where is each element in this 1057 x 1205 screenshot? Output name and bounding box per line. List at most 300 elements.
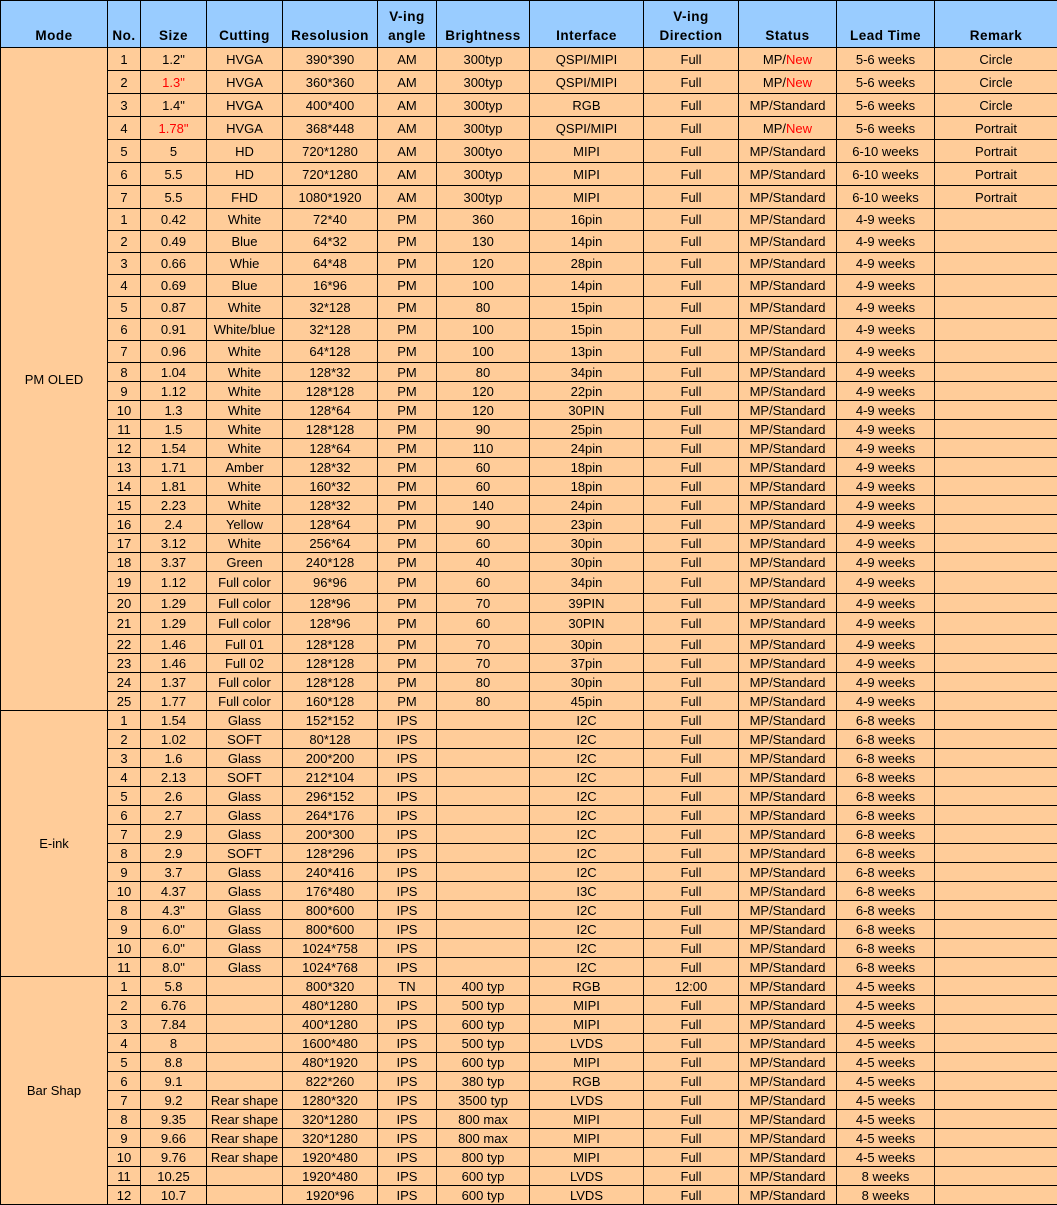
cutting-cell: Rear shape <box>207 1110 283 1129</box>
size-cell: 0.42 <box>141 209 207 231</box>
brightness-cell <box>437 882 530 901</box>
interface-cell: 30PIN <box>530 613 644 635</box>
lead-time-cell: 4-5 weeks <box>837 1129 935 1148</box>
no-cell: 4 <box>108 1034 141 1053</box>
cutting-cell <box>207 1072 283 1091</box>
interface-cell: 30pin <box>530 635 644 654</box>
viewing-direction-cell: Full <box>644 163 739 186</box>
cutting-cell: Glass <box>207 787 283 806</box>
table-row <box>1 920 1057 939</box>
viewing-direction-cell: Full <box>644 297 739 319</box>
interface-cell: 28pin <box>530 253 644 275</box>
status-cell: MP/Standard <box>739 613 837 635</box>
cutting-cell: White <box>207 496 283 515</box>
interface-cell: QSPI/MIPI <box>530 48 644 71</box>
size-cell: 4.3" <box>141 901 207 920</box>
cutting-cell: Blue <box>207 275 283 297</box>
cutting-cell: Rear shape <box>207 1091 283 1110</box>
table-row <box>1 673 1057 692</box>
table-row <box>1 1053 1057 1072</box>
resolution-cell: 1080*1920 <box>283 186 378 209</box>
no-cell: 8 <box>108 844 141 863</box>
viewing-direction-cell: Full <box>644 996 739 1015</box>
red-text: New <box>786 75 812 90</box>
resolution-cell: 128*128 <box>283 420 378 439</box>
resolution-cell: 720*1280 <box>283 163 378 186</box>
size-cell: 8.0" <box>141 958 207 977</box>
brightness-cell: 80 <box>437 363 530 382</box>
size-cell: 1.46 <box>141 654 207 673</box>
lead-time-cell: 4-9 weeks <box>837 613 935 635</box>
viewing-angle-cell: PM <box>378 594 437 613</box>
size-cell: 9.1 <box>141 1072 207 1091</box>
brightness-cell: 300typ <box>437 48 530 71</box>
viewing-angle-cell: TN <box>378 977 437 996</box>
no-cell: 16 <box>108 515 141 534</box>
cutting-cell: SOFT <box>207 730 283 749</box>
interface-cell: 24pin <box>530 496 644 515</box>
interface-cell: MIPI <box>530 996 644 1015</box>
lead-time-cell: 4-9 weeks <box>837 534 935 553</box>
cutting-cell: Full color <box>207 692 283 711</box>
viewing-angle-cell: IPS <box>378 1072 437 1091</box>
viewing-angle-cell: IPS <box>378 863 437 882</box>
table-row <box>1 319 1057 341</box>
brightness-cell <box>437 920 530 939</box>
mode-cell: Bar Shap <box>1 977 108 1205</box>
viewing-angle-cell: PM <box>378 477 437 496</box>
table-row <box>1 787 1057 806</box>
lead-time-cell: 6-10 weeks <box>837 163 935 186</box>
size-cell: 2.4 <box>141 515 207 534</box>
interface-cell: 14pin <box>530 231 644 253</box>
remark-cell <box>935 231 1057 253</box>
status-cell: MP/Standard <box>739 163 837 186</box>
size-cell: 1.81 <box>141 477 207 496</box>
cutting-cell: Full color <box>207 613 283 635</box>
red-text: New <box>786 52 812 67</box>
viewing-angle-cell: PM <box>378 253 437 275</box>
cutting-cell: White/blue <box>207 319 283 341</box>
table-row <box>1 71 1057 94</box>
table-row <box>1 439 1057 458</box>
status-cell: MP/Standard <box>739 553 837 572</box>
remark-cell <box>935 844 1057 863</box>
size-cell: 0.69 <box>141 275 207 297</box>
cutting-cell: White <box>207 209 283 231</box>
lead-time-cell: 4-9 weeks <box>837 382 935 401</box>
header-viewing-direction: V-ing Direction <box>644 1 739 48</box>
viewing-direction-cell: Full <box>644 117 739 140</box>
interface-cell: 15pin <box>530 319 644 341</box>
status-cell: MP/Standard <box>739 1053 837 1072</box>
table-row <box>1 1034 1057 1053</box>
viewing-direction-cell: Full <box>644 749 739 768</box>
no-cell: 17 <box>108 534 141 553</box>
lead-time-cell: 6-8 weeks <box>837 806 935 825</box>
remark-cell <box>935 382 1057 401</box>
interface-cell: RGB <box>530 977 644 996</box>
brightness-cell: 100 <box>437 319 530 341</box>
no-cell: 11 <box>108 958 141 977</box>
table-row <box>1 711 1057 730</box>
resolution-cell: 96*96 <box>283 572 378 594</box>
table-row <box>1 1167 1057 1186</box>
size-cell: 1.54 <box>141 439 207 458</box>
status-cell: MP/Standard <box>739 382 837 401</box>
cutting-cell: White <box>207 341 283 363</box>
interface-cell: 18pin <box>530 477 644 496</box>
resolution-cell: 176*480 <box>283 882 378 901</box>
table-row <box>1 901 1057 920</box>
viewing-direction-cell: Full <box>644 477 739 496</box>
viewing-angle-cell: PM <box>378 635 437 654</box>
brightness-cell: 380 typ <box>437 1072 530 1091</box>
cutting-cell: Full color <box>207 594 283 613</box>
resolution-cell: 128*64 <box>283 515 378 534</box>
viewing-angle-cell: AM <box>378 94 437 117</box>
status-cell: MP/Standard <box>739 439 837 458</box>
lead-time-cell: 6-8 weeks <box>837 844 935 863</box>
lead-time-cell: 4-5 weeks <box>837 1034 935 1053</box>
viewing-angle-cell: AM <box>378 186 437 209</box>
lead-time-cell: 4-9 weeks <box>837 594 935 613</box>
interface-cell: 24pin <box>530 439 644 458</box>
remark-cell <box>935 572 1057 594</box>
size-cell: 3.37 <box>141 553 207 572</box>
status-cell: MP/Standard <box>739 939 837 958</box>
resolution-cell: 152*152 <box>283 711 378 730</box>
resolution-cell: 128*128 <box>283 382 378 401</box>
remark-cell <box>935 253 1057 275</box>
red-text: 1.78" <box>159 121 189 136</box>
lead-time-cell: 6-8 weeks <box>837 863 935 882</box>
viewing-direction-cell: Full <box>644 1186 739 1205</box>
brightness-cell: 600 typ <box>437 1167 530 1186</box>
remark-cell <box>935 939 1057 958</box>
lead-time-cell: 6-8 weeks <box>837 939 935 958</box>
viewing-direction-cell: Full <box>644 71 739 94</box>
interface-cell: 30PIN <box>530 401 644 420</box>
remark-cell <box>935 920 1057 939</box>
viewing-direction-cell: Full <box>644 730 739 749</box>
size-cell: 1.2" <box>141 48 207 71</box>
lead-time-cell: 4-9 weeks <box>837 692 935 711</box>
viewing-direction-cell: Full <box>644 787 739 806</box>
no-cell: 6 <box>108 806 141 825</box>
resolution-cell: 390*390 <box>283 48 378 71</box>
viewing-direction-cell: Full <box>644 209 739 231</box>
brightness-cell: 80 <box>437 297 530 319</box>
no-cell: 11 <box>108 1167 141 1186</box>
brightness-cell: 130 <box>437 231 530 253</box>
cutting-cell: White <box>207 363 283 382</box>
resolution-cell: 1920*480 <box>283 1167 378 1186</box>
table-row <box>1 186 1057 209</box>
interface-cell: 34pin <box>530 572 644 594</box>
size-cell: 1.29 <box>141 594 207 613</box>
size-cell: 0.66 <box>141 253 207 275</box>
lead-time-cell: 4-9 weeks <box>837 231 935 253</box>
no-cell: 1 <box>108 209 141 231</box>
table-row <box>1 594 1057 613</box>
table-row <box>1 958 1057 977</box>
resolution-cell: 200*300 <box>283 825 378 844</box>
viewing-direction-cell: Full <box>644 275 739 297</box>
viewing-direction-cell: Full <box>644 863 739 882</box>
interface-cell: MIPI <box>530 1015 644 1034</box>
status-cell: MP/Standard <box>739 787 837 806</box>
status-cell: MP/Standard <box>739 1167 837 1186</box>
lead-time-cell: 6-10 weeks <box>837 140 935 163</box>
status-cell: MP/Standard <box>739 275 837 297</box>
remark-cell <box>935 553 1057 572</box>
cutting-cell <box>207 977 283 996</box>
resolution-cell: 128*96 <box>283 613 378 635</box>
status-cell: MP/Standard <box>739 1110 837 1129</box>
interface-cell: I3C <box>530 882 644 901</box>
interface-cell: I2C <box>530 920 644 939</box>
no-cell: 14 <box>108 477 141 496</box>
viewing-angle-cell: PM <box>378 515 437 534</box>
interface-cell: 30pin <box>530 534 644 553</box>
lead-time-cell: 6-8 weeks <box>837 787 935 806</box>
brightness-cell: 600 typ <box>437 1186 530 1205</box>
remark-cell <box>935 863 1057 882</box>
viewing-direction-cell: Full <box>644 768 739 787</box>
viewing-direction-cell: Full <box>644 319 739 341</box>
status-cell: MP/Standard <box>739 1148 837 1167</box>
viewing-direction-cell: Full <box>644 939 739 958</box>
lead-time-cell: 4-5 weeks <box>837 996 935 1015</box>
red-text: New <box>786 121 812 136</box>
lead-time-cell: 5-6 weeks <box>837 71 935 94</box>
viewing-direction-cell: Full <box>644 515 739 534</box>
no-cell: 5 <box>108 140 141 163</box>
no-cell: 12 <box>108 439 141 458</box>
resolution-cell: 1920*480 <box>283 1148 378 1167</box>
interface-cell: 39PIN <box>530 594 644 613</box>
status-cell: MP/Standard <box>739 920 837 939</box>
viewing-angle-cell: PM <box>378 319 437 341</box>
brightness-cell: 70 <box>437 635 530 654</box>
lead-time-cell: 4-9 weeks <box>837 477 935 496</box>
lead-time-cell: 4-5 weeks <box>837 1148 935 1167</box>
viewing-direction-cell: Full <box>644 401 739 420</box>
interface-cell: MIPI <box>530 1110 644 1129</box>
interface-cell: I2C <box>530 901 644 920</box>
status-cell: MP/Standard <box>739 806 837 825</box>
brightness-cell <box>437 844 530 863</box>
remark-cell: Circle <box>935 48 1057 71</box>
viewing-angle-cell: IPS <box>378 958 437 977</box>
resolution-cell: 128*128 <box>283 635 378 654</box>
lead-time-cell: 6-8 weeks <box>837 730 935 749</box>
resolution-cell: 64*32 <box>283 231 378 253</box>
no-cell: 1 <box>108 48 141 71</box>
no-cell: 5 <box>108 787 141 806</box>
size-cell: 2.9 <box>141 844 207 863</box>
resolution-cell: 200*200 <box>283 749 378 768</box>
lead-time-cell: 6-8 weeks <box>837 920 935 939</box>
cutting-cell: Glass <box>207 901 283 920</box>
brightness-cell: 140 <box>437 496 530 515</box>
remark-cell <box>935 341 1057 363</box>
lead-time-cell: 4-9 weeks <box>837 496 935 515</box>
status-cell: MP/Standard <box>739 1129 837 1148</box>
viewing-angle-cell: PM <box>378 613 437 635</box>
interface-cell: 37pin <box>530 654 644 673</box>
lead-time-cell: 8 weeks <box>837 1186 935 1205</box>
interface-cell: 18pin <box>530 458 644 477</box>
table-row <box>1 363 1057 382</box>
resolution-cell: 128*128 <box>283 673 378 692</box>
remark-cell <box>935 1034 1057 1053</box>
brightness-cell: 300typ <box>437 163 530 186</box>
viewing-angle-cell: IPS <box>378 844 437 863</box>
viewing-angle-cell: IPS <box>378 787 437 806</box>
resolution-cell: 264*176 <box>283 806 378 825</box>
status-cell: MP/Standard <box>739 1186 837 1205</box>
remark-cell <box>935 363 1057 382</box>
viewing-angle-cell: IPS <box>378 806 437 825</box>
interface-cell: 30pin <box>530 553 644 572</box>
lead-time-cell: 4-9 weeks <box>837 439 935 458</box>
viewing-angle-cell: IPS <box>378 730 437 749</box>
viewing-angle-cell: AM <box>378 71 437 94</box>
no-cell: 9 <box>108 920 141 939</box>
cutting-cell: Glass <box>207 882 283 901</box>
size-cell: 1.5 <box>141 420 207 439</box>
cutting-cell: Rear shape <box>207 1148 283 1167</box>
remark-cell <box>935 458 1057 477</box>
remark-cell <box>935 1148 1057 1167</box>
brightness-cell: 40 <box>437 553 530 572</box>
size-cell: 1.54 <box>141 711 207 730</box>
remark-cell <box>935 275 1057 297</box>
viewing-angle-cell: PM <box>378 420 437 439</box>
viewing-direction-cell: Full <box>644 654 739 673</box>
status-cell: MP/Standard <box>739 594 837 613</box>
status-cell: MP/Standard <box>739 319 837 341</box>
resolution-cell: 128*32 <box>283 363 378 382</box>
viewing-angle-cell: IPS <box>378 1053 437 1072</box>
size-cell: 1.37 <box>141 673 207 692</box>
lead-time-cell: 4-9 weeks <box>837 635 935 654</box>
lead-time-cell: 4-9 weeks <box>837 341 935 363</box>
no-cell: 10 <box>108 939 141 958</box>
remark-cell <box>935 1167 1057 1186</box>
lead-time-cell: 4-9 weeks <box>837 297 935 319</box>
no-cell: 2 <box>108 71 141 94</box>
cutting-cell: White <box>207 382 283 401</box>
table-row <box>1 572 1057 594</box>
size-cell <box>141 71 207 94</box>
remark-cell <box>935 534 1057 553</box>
remark-cell <box>935 1110 1057 1129</box>
table-row <box>1 1072 1057 1091</box>
interface-cell: I2C <box>530 825 644 844</box>
viewing-direction-cell: Full <box>644 420 739 439</box>
size-cell: 1.6 <box>141 749 207 768</box>
no-cell: 20 <box>108 594 141 613</box>
table-row <box>1 253 1057 275</box>
brightness-cell: 90 <box>437 515 530 534</box>
remark-cell <box>935 882 1057 901</box>
no-cell: 15 <box>108 496 141 515</box>
header-cutting: Cutting <box>207 1 283 48</box>
status-cell: MP/Standard <box>739 996 837 1015</box>
brightness-cell <box>437 711 530 730</box>
resolution-cell: 160*32 <box>283 477 378 496</box>
status-cell: MP/Standard <box>739 673 837 692</box>
viewing-direction-cell: Full <box>644 692 739 711</box>
cutting-cell: Full 01 <box>207 635 283 654</box>
remark-cell <box>935 787 1057 806</box>
cutting-cell: Rear shape <box>207 1129 283 1148</box>
resolution-cell: 240*128 <box>283 553 378 572</box>
status-cell: MP/Standard <box>739 882 837 901</box>
cutting-cell: HD <box>207 140 283 163</box>
brightness-cell: 100 <box>437 341 530 363</box>
viewing-direction-cell: Full <box>644 1148 739 1167</box>
remark-cell <box>935 711 1057 730</box>
table-row <box>1 749 1057 768</box>
cutting-cell <box>207 1053 283 1072</box>
status-cell: MP/Standard <box>739 825 837 844</box>
interface-cell: I2C <box>530 730 644 749</box>
cutting-cell: Amber <box>207 458 283 477</box>
viewing-direction-cell: Full <box>644 920 739 939</box>
viewing-direction-cell: Full <box>644 48 739 71</box>
table-row <box>1 477 1057 496</box>
remark-cell <box>935 635 1057 654</box>
status-cell: MP/Standard <box>739 958 837 977</box>
viewing-direction-cell: Full <box>644 363 739 382</box>
status-cell: MP/Standard <box>739 977 837 996</box>
brightness-cell <box>437 730 530 749</box>
remark-cell <box>935 496 1057 515</box>
table-row <box>1 275 1057 297</box>
cutting-cell: White <box>207 297 283 319</box>
status-cell: MP/Standard <box>739 341 837 363</box>
brightness-cell: 600 typ <box>437 1015 530 1034</box>
red-text: 1.3" <box>162 75 185 90</box>
cutting-cell: White <box>207 439 283 458</box>
viewing-angle-cell: PM <box>378 275 437 297</box>
interface-cell: LVDS <box>530 1186 644 1205</box>
lead-time-cell: 6-10 weeks <box>837 186 935 209</box>
status-cell: MP/New <box>739 48 837 71</box>
viewing-direction-cell: Full <box>644 94 739 117</box>
resolution-cell: 128*296 <box>283 844 378 863</box>
header-status: Status <box>739 1 837 48</box>
brightness-cell: 80 <box>437 673 530 692</box>
status-cell: MP/Standard <box>739 363 837 382</box>
size-cell <box>141 117 207 140</box>
table-row <box>1 420 1057 439</box>
no-cell: 5 <box>108 297 141 319</box>
resolution-cell: 32*128 <box>283 319 378 341</box>
viewing-angle-cell: PM <box>378 439 437 458</box>
cutting-cell: Glass <box>207 939 283 958</box>
status-cell: MP/Standard <box>739 401 837 420</box>
interface-cell: I2C <box>530 844 644 863</box>
no-cell: 3 <box>108 749 141 768</box>
interface-cell: I2C <box>530 863 644 882</box>
lead-time-cell: 4-9 weeks <box>837 654 935 673</box>
viewing-direction-cell: Full <box>644 958 739 977</box>
